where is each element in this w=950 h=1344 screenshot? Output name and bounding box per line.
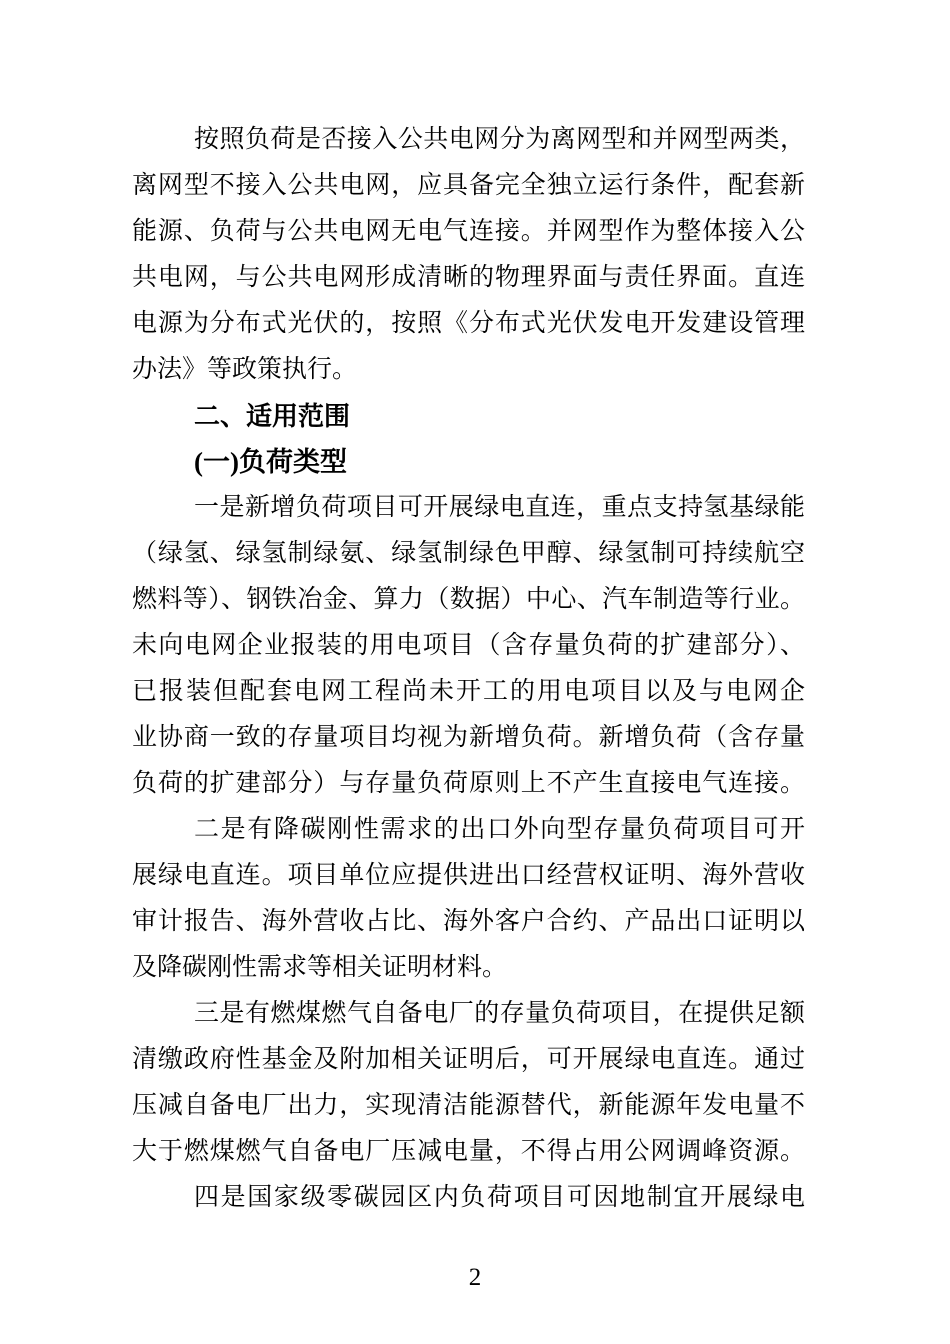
body-line: 能源、负荷与公共电网无电气连接。并网型作为整体接入公: [132, 218, 805, 245]
body-line: 燃料等）、钢铁冶金、算力（数据）中心、汽车制造等行业。: [132, 586, 805, 613]
body-line: 共电网，与公共电网形成清晰的物理界面与责任界面。直连: [132, 264, 805, 291]
body-line: 四是国家级零碳园区内负荷项目可因地制宜开展绿电: [194, 1184, 805, 1211]
body-line: 电源为分布式光伏的，按照《分布式光伏发电开发建设管理: [132, 310, 805, 337]
body-line: 按照负荷是否接入公共电网分为离网型和并网型两类，: [194, 126, 805, 153]
body-line: 未向电网企业报装的用电项目（含存量负荷的扩建部分）、: [132, 632, 805, 659]
body-line: 审计报告、海外营收占比、海外客户合约、产品出口证明以: [132, 908, 805, 935]
document-body: [132, 117, 805, 1221]
body-line: 负荷的扩建部分）与存量负荷原则上不产生直接电气连接。: [132, 770, 805, 797]
body-line: 清缴政府性基金及附加相关证明后，可开展绿电直连。通过: [132, 1046, 805, 1073]
body-line: 压减自备电厂出力，实现清洁能源替代，新能源年发电量不: [132, 1092, 805, 1119]
body-line: 办法》等政策执行。: [132, 356, 358, 383]
body-line: 三是有燃煤燃气自备电厂的存量负荷项目，在提供足额: [194, 1000, 805, 1027]
body-line: 一是新增负荷项目可开展绿电直连，重点支持氢基绿能: [194, 494, 805, 521]
section-heading: 二、适用范围: [194, 401, 351, 431]
page-number: 2: [468, 1264, 482, 1291]
body-line: 业协商一致的存量项目均视为新增负荷。新增负荷（含存量: [132, 724, 805, 751]
body-line: 展绿电直连。项目单位应提供进出口经营权证明、海外营收: [132, 862, 805, 889]
subsection-heading: (一)负荷类型: [194, 447, 347, 477]
body-line: 大于燃煤燃气自备电厂压减电量，不得占用公网调峰资源。: [132, 1138, 805, 1165]
body-line: 二是有降碳刚性需求的出口外向型存量负荷项目可开: [194, 816, 805, 843]
body-line: 已报装但配套电网工程尚未开工的用电项目以及与电网企: [132, 678, 805, 705]
body-line: （绿氢、绿氢制绿氨、绿氢制绿色甲醇、绿氢制可持续航空: [132, 540, 805, 567]
body-line: 离网型不接入公共电网，应具备完全独立运行条件，配套新: [132, 172, 805, 199]
body-line: 及降碳刚性需求等相关证明材料。: [132, 954, 508, 981]
